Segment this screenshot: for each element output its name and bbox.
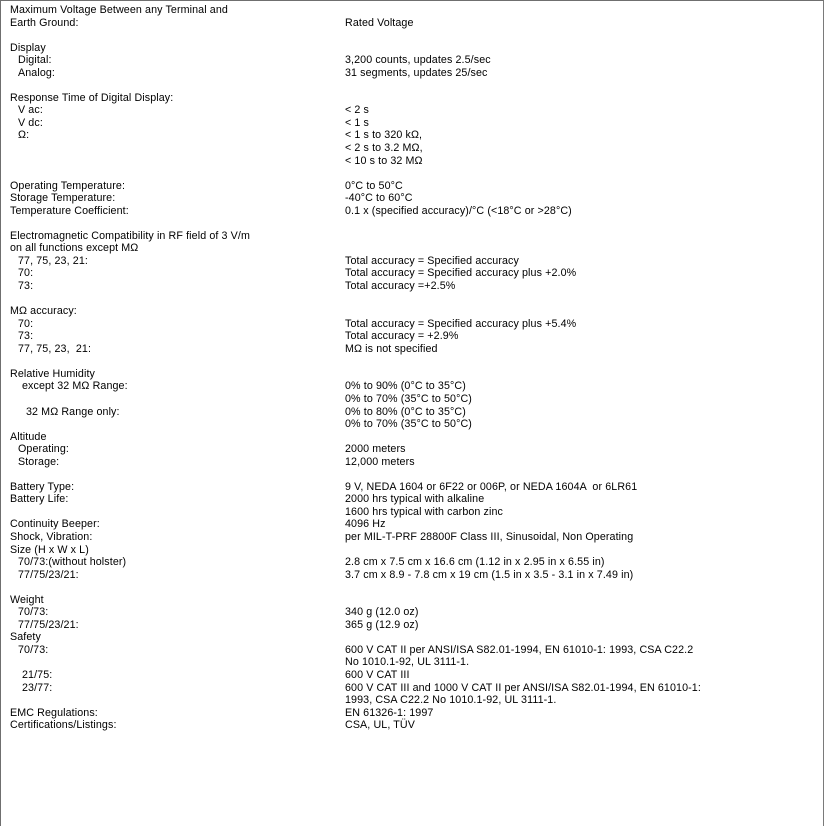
spec-value: 2000 meters	[345, 443, 406, 456]
spec-label: Earth Ground:	[10, 16, 79, 29]
spec-row	[1, 79, 823, 92]
spec-value: Total accuracy = Specified accuracy plus +2.0%	[345, 267, 577, 280]
spec-value: < 2 s	[345, 104, 370, 117]
spec-value: 2.8 cm x 7.5 cm x 16.6 cm (1.12 in x 2.95 in x 6.55 in)	[345, 556, 605, 569]
spec-row	[1, 606, 823, 619]
spec-value: 600 V CAT III	[345, 668, 410, 681]
spec-row	[1, 54, 823, 67]
spec-row	[1, 280, 823, 293]
spec-label: V ac:	[18, 104, 43, 117]
spec-label: Shock, Vibration:	[10, 530, 93, 543]
spec-row	[1, 406, 823, 419]
spec-row	[1, 619, 823, 632]
spec-value: 600 V CAT III and 1000 V CAT II per ANSI/ISA S82.01-1994, EN 61010-1:	[345, 681, 701, 694]
spec-row	[1, 205, 823, 218]
spec-row	[1, 230, 823, 243]
spec-row	[1, 4, 823, 17]
spec-value: Total accuracy = Specified accuracy	[345, 254, 519, 267]
spec-label: Relative Humidity	[10, 367, 95, 380]
spec-value: 340 g (12.0 oz)	[345, 606, 419, 619]
spec-row	[1, 468, 823, 481]
spec-value: < 10 s to 32 MΩ	[345, 154, 423, 167]
specifications-table	[1, 4, 823, 732]
spec-label: 73:	[18, 280, 34, 293]
spec-value: 3,200 counts, updates 2.5/sec	[345, 54, 491, 67]
spec-value: 3.7 cm x 8.9 - 7.8 cm x 19 cm (1.5 in x 3.5 - 3.1 in x 7.49 in)	[345, 568, 634, 581]
spec-label: Operating:	[18, 443, 69, 456]
spec-value: CSA, UL, TÜV	[345, 719, 415, 732]
spec-row	[1, 267, 823, 280]
spec-label: 70:	[18, 317, 34, 330]
spec-row	[1, 305, 823, 318]
spec-row	[1, 330, 823, 343]
spec-row	[1, 393, 823, 406]
spec-row	[1, 431, 823, 444]
spec-label: Digital:	[18, 54, 52, 67]
spec-row	[1, 142, 823, 155]
spec-value: Total accuracy = Specified accuracy plus +5.4%	[345, 317, 577, 330]
spec-row	[1, 456, 823, 469]
spec-row	[1, 117, 823, 130]
spec-label: Battery Type:	[10, 480, 75, 493]
spec-row	[1, 255, 823, 268]
spec-label: 77, 75, 23, 21:	[18, 342, 92, 355]
spec-value: 0% to 90% (0°C to 35°C)	[345, 380, 466, 393]
spec-value: 365 g (12.9 oz)	[345, 618, 419, 631]
spec-value: 31 segments, updates 25/sec	[345, 66, 488, 79]
spec-label: EMC Regulations:	[10, 706, 98, 719]
spec-value: < 2 s to 3.2 MΩ,	[345, 142, 423, 155]
spec-row	[1, 293, 823, 306]
spec-value: 0.1 x (specified accuracy)/°C (<18°C or >28°C)	[345, 204, 572, 217]
spec-label: Display	[10, 41, 46, 54]
spec-label: 77/75/23/21:	[18, 568, 79, 581]
spec-label: 77, 75, 23, 21:	[18, 254, 88, 267]
spec-label: 70/73:	[18, 643, 49, 656]
spec-row	[1, 581, 823, 594]
spec-value: 9 V, NEDA 1604 or 6F22 or 006P, or NEDA 1604A or 6LR61	[345, 480, 638, 493]
spec-row	[1, 594, 823, 607]
spec-row	[1, 155, 823, 168]
spec-label: 70:	[18, 267, 34, 280]
spec-row	[1, 518, 823, 531]
spec-label: 77/75/23/21:	[18, 618, 79, 631]
spec-row	[1, 493, 823, 506]
spec-value: < 1 s	[345, 116, 370, 129]
spec-label: V dc:	[18, 116, 43, 129]
spec-row	[1, 644, 823, 657]
spec-value: 1993, CSA C22.2 No 1010.1-92, UL 3111-1.	[345, 694, 557, 707]
spec-label: Ω:	[18, 129, 30, 142]
spec-value: 0% to 80% (0°C to 35°C)	[345, 405, 466, 418]
spec-label: Altitude	[10, 430, 47, 443]
spec-row	[1, 682, 823, 695]
spec-value: Rated Voltage	[345, 16, 414, 29]
spec-value: MΩ is not specified	[345, 342, 438, 355]
spec-label: Storage Temperature:	[10, 192, 116, 205]
spec-label: 23/77:	[22, 681, 53, 694]
spec-value: per MIL-T-PRF 28800F Class III, Sinusoidal, Non Operating	[345, 530, 634, 543]
spec-row	[1, 217, 823, 230]
spec-label: 73:	[18, 330, 34, 343]
spec-row	[1, 481, 823, 494]
spec-label: MΩ accuracy:	[10, 305, 77, 318]
spec-row	[1, 167, 823, 180]
spec-value: 1600 hrs typical with carbon zinc	[345, 505, 503, 518]
spec-row	[1, 569, 823, 582]
spec-row	[1, 656, 823, 669]
spec-row	[1, 694, 823, 707]
spec-row	[1, 631, 823, 644]
spec-label: Safety	[10, 631, 41, 644]
spec-row	[1, 719, 823, 732]
spec-value: EN 61326-1: 1997	[345, 706, 434, 719]
spec-label: 70/73:	[18, 606, 49, 619]
spec-value: < 1 s to 320 kΩ,	[345, 129, 423, 142]
spec-label: Storage:	[18, 455, 60, 468]
spec-label: 21/75:	[22, 668, 53, 681]
spec-row	[1, 67, 823, 80]
spec-value: 600 V CAT II per ANSI/ISA S82.01-1994, EN 61010-1: 1993, CSA C22.2	[345, 643, 694, 656]
spec-value: 12,000 meters	[345, 455, 415, 468]
spec-row	[1, 17, 823, 30]
spec-row	[1, 180, 823, 193]
spec-value: No 1010.1-92, UL 3111-1.	[345, 656, 470, 669]
spec-value: 0% to 70% (35°C to 50°C)	[345, 392, 472, 405]
spec-value: 4096 Hz	[345, 518, 386, 531]
spec-row	[1, 669, 823, 682]
spec-row	[1, 418, 823, 431]
spec-row	[1, 707, 823, 720]
spec-row	[1, 42, 823, 55]
spec-row	[1, 92, 823, 105]
spec-label: Certifications/Listings:	[10, 719, 117, 732]
spec-value: 0% to 70% (35°C to 50°C)	[345, 418, 472, 431]
spec-row	[1, 506, 823, 519]
spec-value: Total accuracy =+2.5%	[345, 280, 456, 293]
spec-row	[1, 368, 823, 381]
spec-label: Weight	[10, 593, 44, 606]
spec-value: -40°C to 60°C	[345, 192, 413, 205]
spec-value: 0°C to 50°C	[345, 179, 403, 192]
spec-row	[1, 318, 823, 331]
spec-row	[1, 343, 823, 356]
spec-value: 2000 hrs typical with alkaline	[345, 493, 485, 506]
spec-label: Battery Life:	[10, 493, 69, 506]
spec-label: except 32 MΩ Range:	[22, 380, 128, 393]
spec-row	[1, 192, 823, 205]
spec-row	[1, 355, 823, 368]
spec-row	[1, 242, 823, 255]
spec-row	[1, 104, 823, 117]
spec-label: Maximum Voltage Between any Terminal and	[10, 4, 228, 16]
spec-row	[1, 129, 823, 142]
spec-row	[1, 443, 823, 456]
spec-label: Operating Temperature:	[10, 179, 126, 192]
spec-label: Temperature Coefficient:	[10, 204, 129, 217]
spec-label: Response Time of Digital Display:	[10, 91, 174, 104]
spec-label: on all functions except MΩ	[10, 242, 139, 255]
spec-label: Electromagnetic Compatibility in RF field of 3 V/m	[10, 229, 250, 242]
spec-row	[1, 556, 823, 569]
spec-row	[1, 531, 823, 544]
spec-row	[1, 380, 823, 393]
spec-label: 32 MΩ Range only:	[26, 405, 120, 418]
spec-label: Analog:	[18, 66, 55, 79]
spec-row	[1, 29, 823, 42]
spec-value: Total accuracy = +2.9%	[345, 330, 459, 343]
spec-row	[1, 544, 823, 557]
spec-label: Continuity Beeper:	[10, 518, 100, 531]
spec-label: 70/73:(without holster)	[18, 556, 127, 569]
spec-label: Size (H x W x L)	[10, 543, 89, 556]
